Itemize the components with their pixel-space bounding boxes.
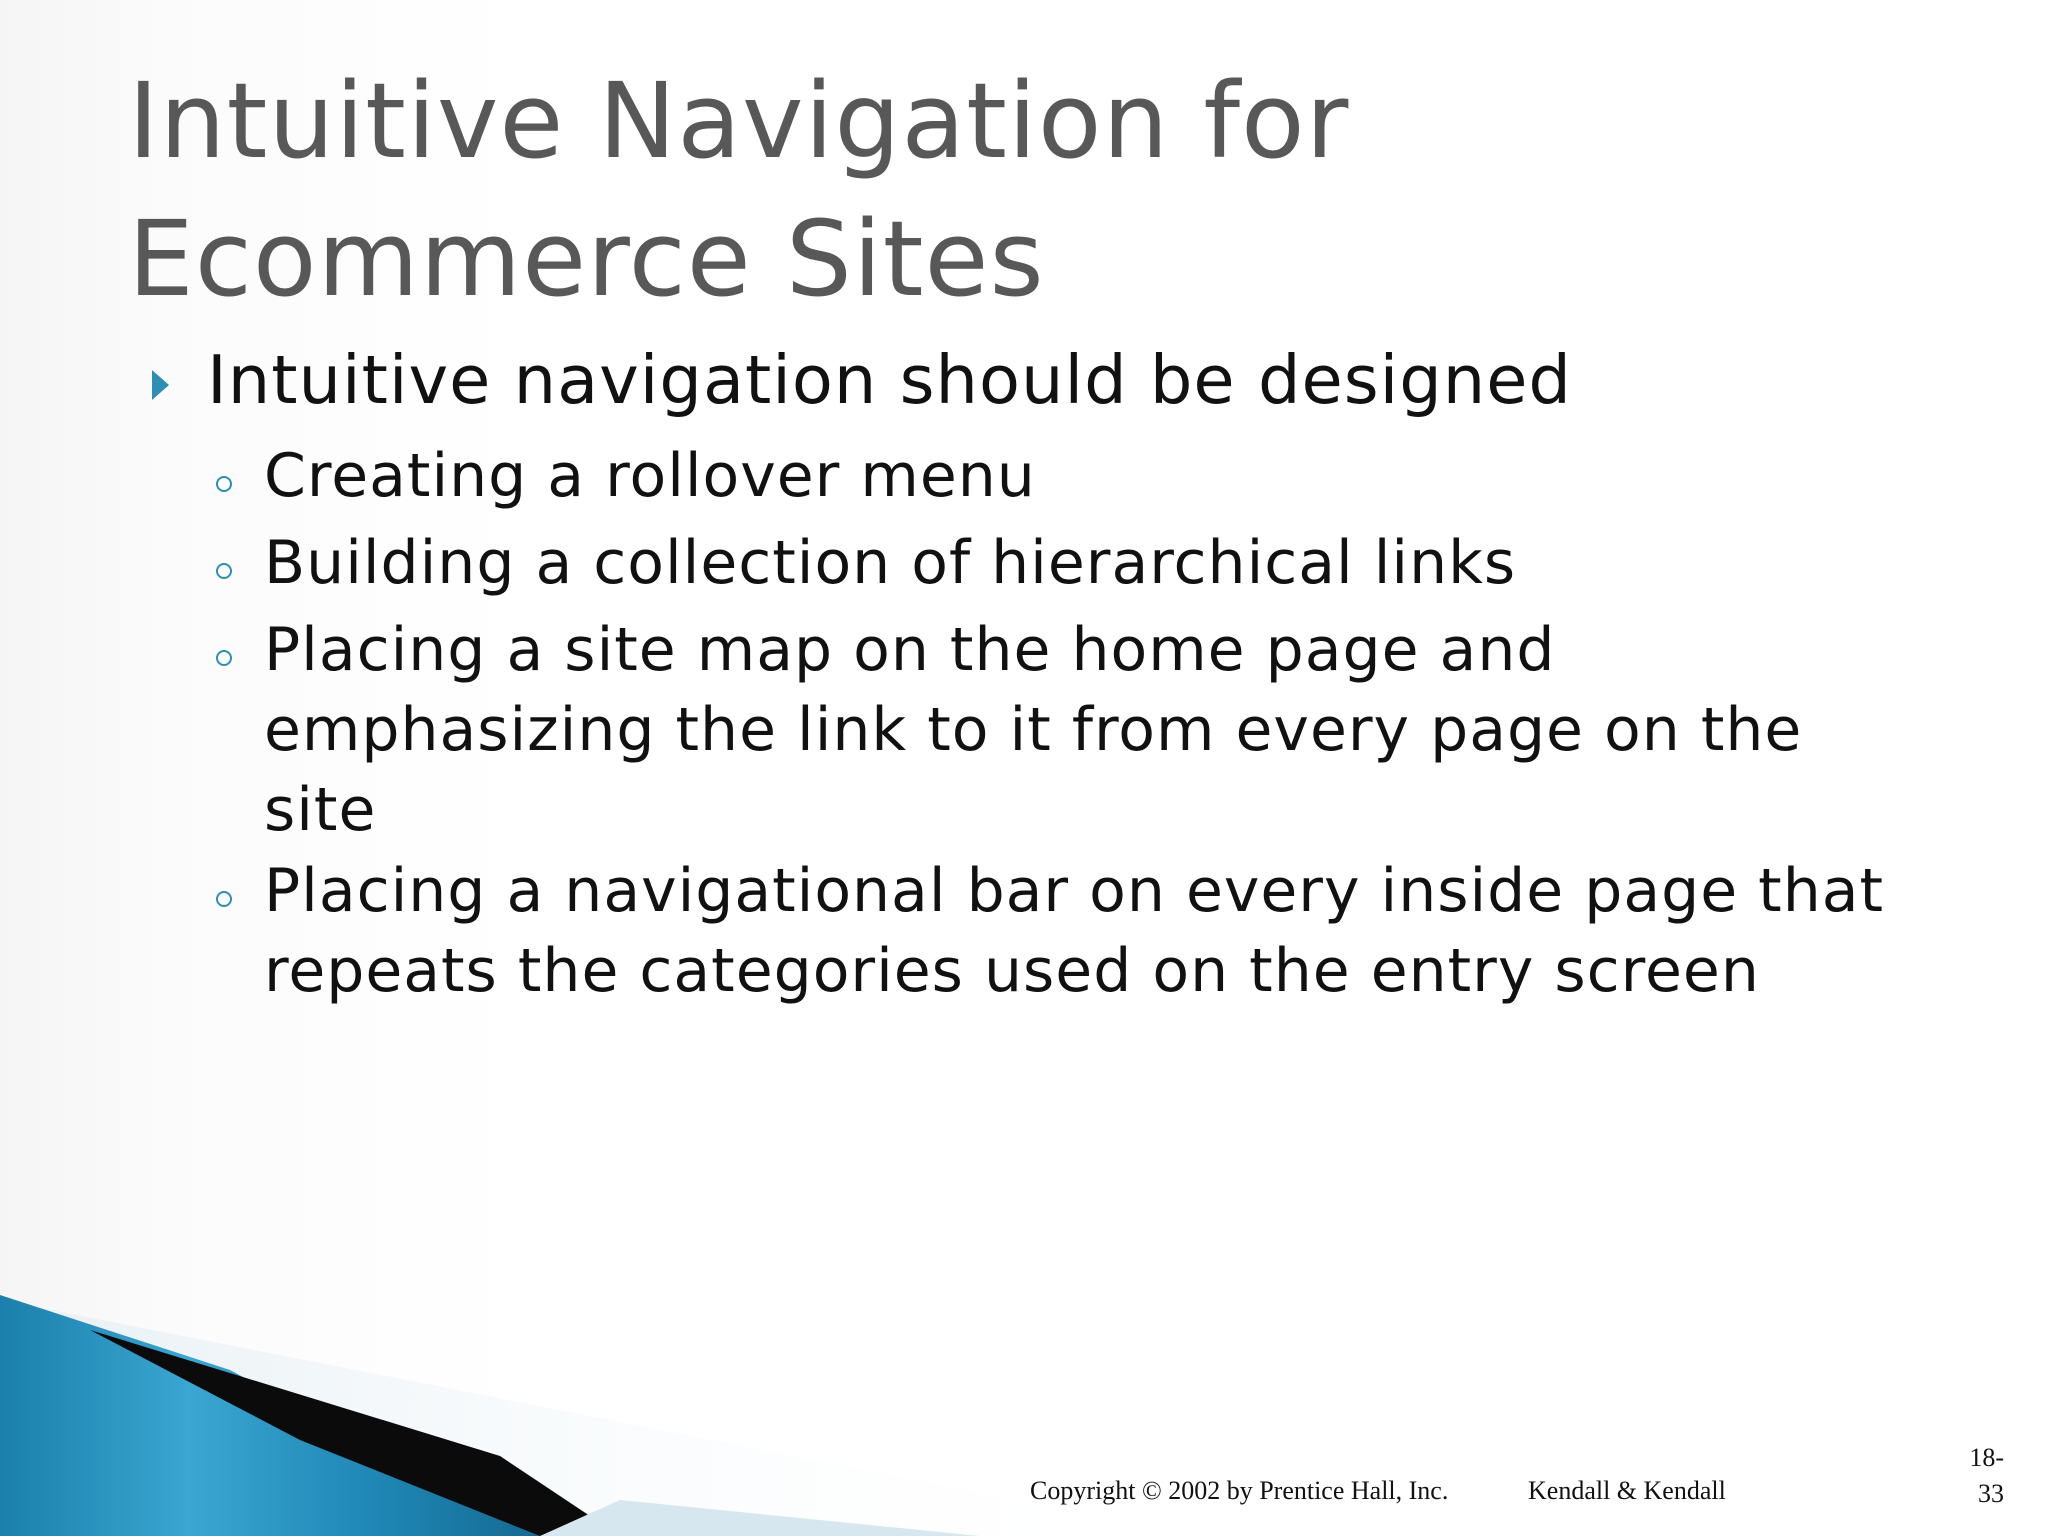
subbullet-3 [264, 610, 2004, 850]
circle-bullet-icon [216, 891, 232, 907]
subbullet-2-line-1: Building a collection of hierarchical links [264, 528, 1517, 598]
circle-bullet-icon [216, 650, 232, 666]
subbullet-3-line-2: emphasizing the link to it from every page on the [264, 695, 1803, 765]
subbullet-2 [264, 523, 2004, 603]
title-line-1: Intuitive Navigation for [128, 60, 1350, 182]
subbullet-1 [264, 436, 2004, 516]
title-line-2: Ecommerce Sites [128, 198, 1045, 320]
subbullet-4 [264, 851, 2004, 1011]
slide-number-line-1: 18- [1969, 1443, 2004, 1472]
main-bullet-text: Intuitive navigation should be designed [207, 341, 1572, 419]
footer-author: Kendall & Kendall [1528, 1476, 1726, 1505]
subbullet-3-line-1: Placing a site map on the home page and [264, 615, 1556, 685]
circle-bullet-icon [216, 563, 232, 579]
subbullet-4-line-1: Placing a navigational bar on every inside page that [264, 856, 1885, 926]
subbullet-1-line-1: Creating a rollover menu [264, 441, 1036, 511]
subbullet-3-line-3: site [264, 775, 377, 845]
triangle-bullet-icon [152, 370, 169, 400]
slide-number-line-2: 33 [1978, 1479, 2004, 1508]
subbullet-4-line-2: repeats the categories used on the entry screen [264, 936, 1760, 1006]
footer-copyright: Copyright © 2002 by Prentice Hall, Inc. [1030, 1476, 1449, 1505]
circle-bullet-icon [216, 476, 232, 492]
slide-number [1960, 1440, 2004, 1512]
corner-wave-decoration [0, 1260, 1200, 1536]
